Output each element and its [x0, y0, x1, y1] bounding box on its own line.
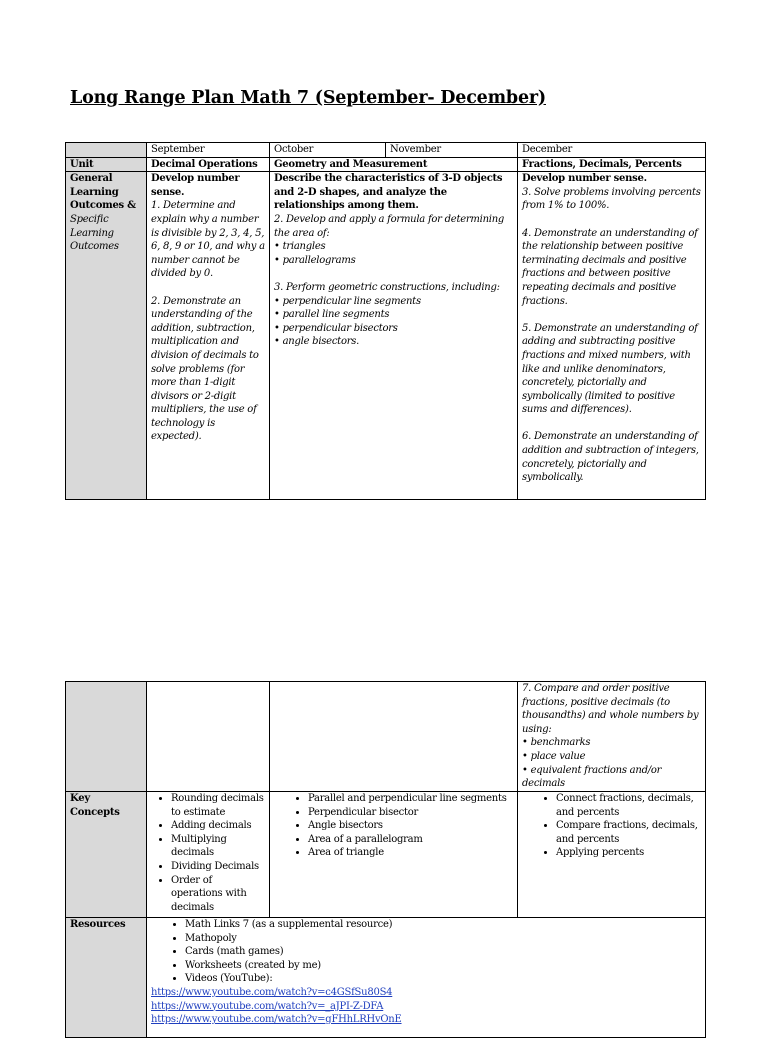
octnov-construct-item: • perpendicular bisectors [274, 322, 398, 334]
key-concepts-september [147, 792, 270, 918]
list-item: • Mathopoly [185, 932, 701, 946]
dec-outcome-6: 6. Demonstrate an understanding of addition and subtraction of integers, concretely, pictorially and symbolically. [522, 431, 699, 484]
sept-outcome-1: 1. Determine and explain why a number is divisible by 2, 3, 4, 5, 6, 8, 9 or 10, and why a number cannot be divided by 0. [151, 200, 265, 280]
outcomes-label-general: General Learning Outcomes & [70, 173, 136, 212]
continued-oct-nov [270, 682, 518, 792]
dec-outcome-7-item: • place value [522, 750, 586, 762]
list-item: • Parallel and perpendicular line segments [308, 792, 513, 806]
sept-general-outcome: Develop number sense. [151, 173, 240, 198]
list-item: • Videos (YouTube): [185, 972, 701, 986]
list-item: • Multiplying decimals [171, 833, 265, 860]
list-item: • Angle bisectors [308, 819, 513, 833]
dec-outcome-7: 7. Compare and order positive fractions, positive decimals (to thousandths) and whole numbers by using: [522, 683, 699, 735]
outcomes-row [66, 172, 706, 500]
month-oct-nov-cell [270, 143, 518, 158]
resources-content [147, 918, 706, 1038]
outcomes-label-cell [66, 172, 147, 500]
list-item: • Cards (math games) [185, 945, 701, 959]
dec-general-outcome: Develop number sense. [522, 173, 647, 185]
month-september: September [147, 143, 270, 158]
resources-row [66, 918, 706, 1038]
sept-outcome-2: 2. Demonstrate an understanding of the addition, subtraction, multiplication and division of decimals to solve problems (for more than 1-digit divisors or 2-digit multipliers, the use of technology is expected). [151, 295, 259, 443]
dec-outcome-3: 3. Solve problems involving percents from 1% to 100%. [522, 186, 701, 212]
resources-label: Resources [66, 918, 147, 1038]
outcomes-label-specific: Specific Learning Outcomes [70, 213, 119, 253]
dec-outcome-7-item: • equivalent fractions and/or decimals [522, 764, 662, 790]
continued-outcomes-row [66, 682, 706, 792]
octnov-construct-item: • parallel line segments [274, 309, 390, 321]
continued-september [147, 682, 270, 792]
list-item: • Math Links 7 (as a supplemental resource) [185, 918, 701, 932]
month-december: December [518, 143, 706, 158]
plan-table-2 [65, 681, 706, 1038]
unit-label: Unit [66, 157, 147, 172]
list-item: • Applying percents [556, 846, 701, 860]
octnov-construct-item: • perpendicular line segments [274, 295, 421, 307]
list-item: • Connect fractions, decimals, and percents [556, 792, 701, 819]
dec-outcome-4: 4. Demonstrate an understanding of the relationship between positive terminating decimals and positive fractions and between positive repeating decimals and positive fractions. [522, 227, 698, 307]
unit-row [66, 157, 706, 172]
month-november: November [390, 144, 441, 155]
outcomes-oct-nov [270, 172, 518, 500]
document-title: Long Range Plan Math 7 (September- December) [70, 88, 546, 108]
list-item: • Area of a parallelogram [308, 833, 513, 847]
continued-label-cell [66, 682, 147, 792]
list-item: • Dividing Decimals [171, 860, 265, 874]
month-october: October [270, 143, 386, 157]
months-row [66, 143, 706, 158]
youtube-link[interactable]: https://www.youtube.com/watch?v=_aJPI-Z-DFA [151, 1000, 384, 1012]
list-item: • Worksheets (created by me) [185, 959, 701, 973]
key-concepts-label: Key Concepts [66, 792, 147, 918]
unit-oct-nov: Geometry and Measurement [270, 157, 518, 172]
key-concepts-december [518, 792, 706, 918]
list-item: • Order of operations with decimals [171, 874, 265, 915]
plan-table-1 [65, 142, 706, 500]
outcomes-december [518, 172, 706, 500]
octnov-construct-item: • angle bisectors. [274, 336, 360, 348]
octnov-area-intro: 2. Develop and apply a formula for determining the area of: [274, 213, 505, 239]
octnov-area-item: • parallelograms [274, 254, 356, 266]
list-item: • Perpendicular bisector [308, 806, 513, 820]
list-item: • Adding decimals [171, 819, 265, 833]
dec-outcome-5: 5. Demonstrate an understanding of adding and subtracting positive fractions and mixed numbers, with like and unlike denominators, concretely, pictorially and symbolically (limited to positive sums and differences). [522, 322, 698, 416]
octnov-construct-intro: 3. Perform geometric constructions, including: [274, 281, 500, 293]
list-item: • Rounding decimals to estimate [171, 792, 265, 819]
key-concepts-row [66, 792, 706, 918]
outcomes-september [147, 172, 270, 500]
unit-september: Decimal Operations [147, 157, 270, 172]
octnov-area-item: • triangles [274, 241, 326, 253]
corner-cell [66, 143, 147, 158]
continued-december [518, 682, 706, 792]
octnov-general-outcome: Describe the characteristics of 3-D objects and 2-D shapes, and analyze the relationships among them. [274, 173, 503, 212]
youtube-link[interactable]: https://www.youtube.com/watch?v=c4GSfSu80S4 [151, 986, 393, 998]
youtube-link[interactable]: https://www.youtube.com/watch?v=gFHhLRHvOnE [151, 1014, 402, 1026]
list-item: • Area of triangle [308, 846, 513, 860]
key-concepts-oct-nov [270, 792, 518, 918]
list-item: • Compare fractions, decimals, and percents [556, 819, 701, 846]
unit-december: Fractions, Decimals, Percents [518, 157, 706, 172]
dec-outcome-7-item: • benchmarks [522, 737, 591, 749]
